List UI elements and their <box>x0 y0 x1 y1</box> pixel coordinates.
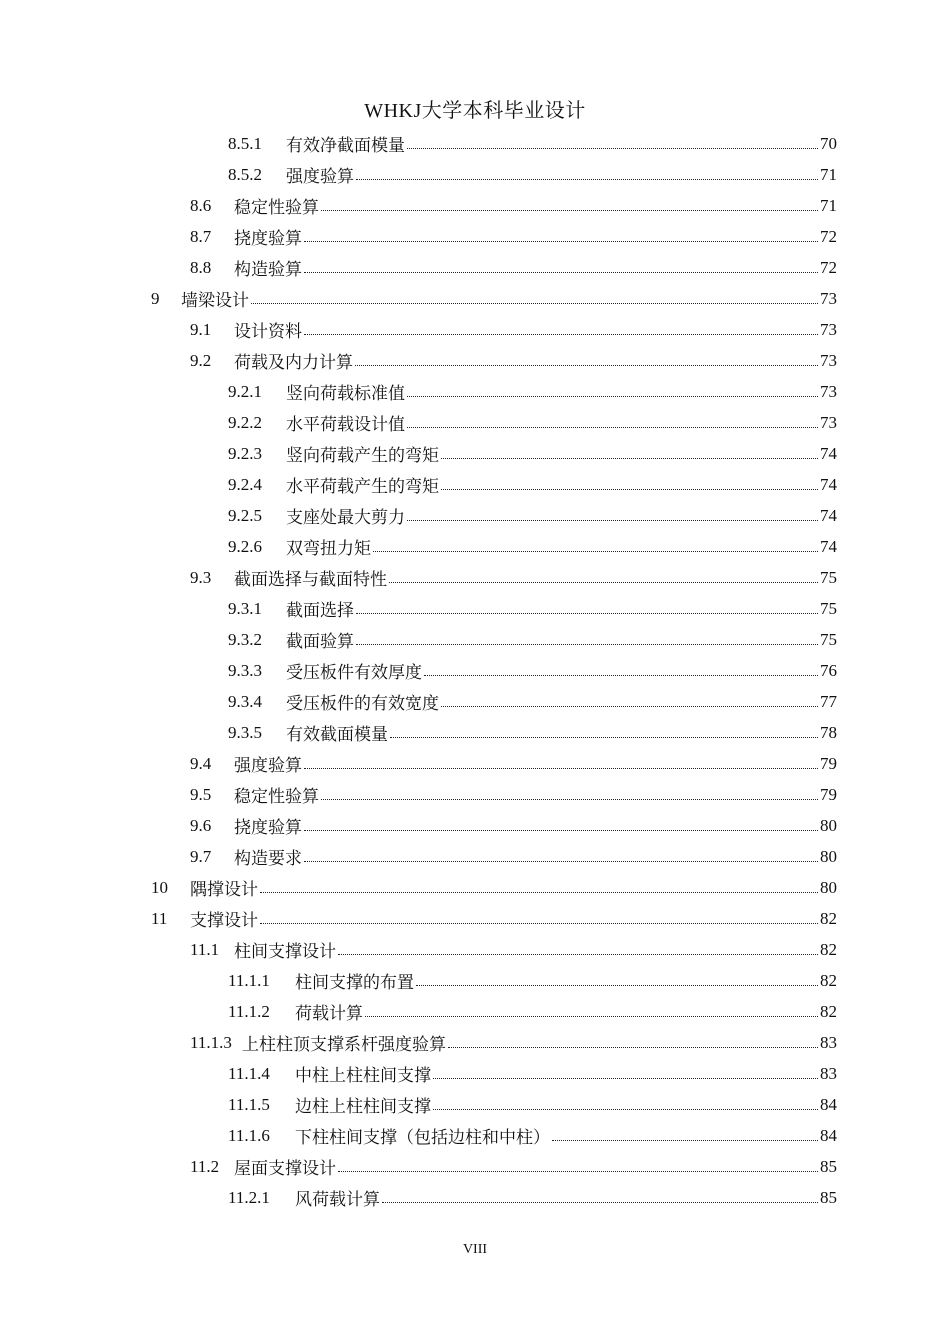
toc-entry-number: 9.2.4 <box>228 474 262 494</box>
toc-entry-title: 稳定性验算 <box>234 198 319 217</box>
toc-entry-title: 有效净截面模量 <box>286 136 405 155</box>
toc-entry-number: 8.5.1 <box>228 133 262 153</box>
toc-entry-title: 上柱柱顶支撑系杆强度验算 <box>242 1035 446 1054</box>
toc-entry-number: 11.1.2 <box>228 1001 270 1021</box>
toc-entry-title: 构造要求 <box>234 849 302 868</box>
toc-entry-title: 柱间支撑设计 <box>234 942 336 961</box>
toc-entry-title: 设计资料 <box>234 322 302 341</box>
toc-entry[interactable] <box>228 531 837 562</box>
toc-entry-page: 83 <box>820 1063 837 1083</box>
toc-entry-page: 80 <box>820 846 837 866</box>
toc-entry-page: 71 <box>820 195 837 215</box>
toc-leader-dots <box>260 923 818 924</box>
toc-entry-title: 双弯扭力矩 <box>286 539 371 558</box>
toc-entry[interactable] <box>190 252 837 283</box>
toc-leader-dots <box>356 613 818 614</box>
toc-entry[interactable] <box>228 159 837 190</box>
toc-entry-title: 强度验算 <box>286 167 354 186</box>
toc-entry[interactable] <box>228 996 837 1027</box>
toc-entry-title: 水平荷载产生的弯矩 <box>286 477 439 496</box>
toc-entry-title: 受压板件的有效宽度 <box>286 694 439 713</box>
toc-entry-page: 75 <box>820 598 837 618</box>
toc-entry-page: 70 <box>820 133 837 153</box>
toc-entry-number: 11.1.4 <box>228 1063 270 1083</box>
toc-entry-title: 构造验算 <box>234 260 302 279</box>
toc-entry-title: 竖向荷载标准值 <box>286 384 405 403</box>
toc-entry-number: 9.2.1 <box>228 381 262 401</box>
toc-entry[interactable] <box>228 624 837 655</box>
toc-entry-number: 10 <box>151 877 168 897</box>
toc-entry-title: 挠度验算 <box>234 818 302 837</box>
toc-entry-number: 11.1.6 <box>228 1125 270 1145</box>
toc-entry[interactable] <box>228 686 837 717</box>
toc-entry-number: 9.3.4 <box>228 691 262 711</box>
toc-entry-number: 11 <box>151 908 168 928</box>
toc-entry-title: 截面选择 <box>286 601 354 620</box>
toc-entry[interactable] <box>228 128 837 159</box>
toc-leader-dots <box>390 737 818 738</box>
toc-entry-number: 11.1 <box>190 939 220 959</box>
toc-leader-dots <box>304 830 818 831</box>
toc-entry-page: 79 <box>820 753 837 773</box>
toc-entry[interactable] <box>190 748 837 779</box>
toc-entry[interactable] <box>190 221 837 252</box>
toc-entry-title: 下柱柱间支撑（包括边柱和中柱） <box>295 1128 550 1147</box>
toc-entry-page: 74 <box>820 474 837 494</box>
toc-entry[interactable] <box>228 1120 837 1151</box>
toc-entry-number: 11.1.3 <box>190 1032 232 1052</box>
toc-entry-page: 74 <box>820 536 837 556</box>
toc-entry-number: 8.8 <box>190 257 212 277</box>
toc-entry-number: 11.2 <box>190 1156 220 1176</box>
toc-entry-page: 78 <box>820 722 837 742</box>
toc-entry-title: 支撑设计 <box>190 911 258 930</box>
toc-entry[interactable] <box>190 345 837 376</box>
toc-entry-page: 77 <box>820 691 837 711</box>
toc-entry-title: 荷载计算 <box>295 1004 363 1023</box>
toc-entry-page: 80 <box>820 815 837 835</box>
toc-entry-page: 73 <box>820 288 837 308</box>
toc-leader-dots <box>382 1202 818 1203</box>
toc-leader-dots <box>356 179 818 180</box>
toc-entry-number: 9.7 <box>190 846 212 866</box>
toc-entry[interactable] <box>228 717 837 748</box>
toc-entry-number: 9.2.5 <box>228 505 262 525</box>
toc-entry[interactable] <box>228 1089 837 1120</box>
toc-entry-page: 74 <box>820 505 837 525</box>
toc-leader-dots <box>441 706 818 707</box>
toc-entry-page: 82 <box>820 939 837 959</box>
toc-leader-dots <box>260 892 818 893</box>
toc-entry-title: 稳定性验算 <box>234 787 319 806</box>
page-number: VIII <box>462 1242 488 1257</box>
toc-entry-number: 9.3.5 <box>228 722 262 742</box>
toc-entry[interactable] <box>190 1151 837 1182</box>
toc-entry[interactable] <box>190 779 837 810</box>
toc-leader-dots <box>552 1140 818 1141</box>
toc-leader-dots <box>304 241 818 242</box>
toc-entry[interactable] <box>190 562 837 593</box>
toc-entry-page: 75 <box>820 629 837 649</box>
toc-entry[interactable] <box>228 469 837 500</box>
toc-entry[interactable] <box>151 283 837 314</box>
toc-entry[interactable] <box>228 965 837 996</box>
toc-entry-title: 柱间支撑的布置 <box>295 973 414 992</box>
toc-entry-title: 中柱上柱柱间支撑 <box>295 1066 431 1085</box>
toc-entry-title: 强度验算 <box>234 756 302 775</box>
toc-leader-dots <box>448 1047 818 1048</box>
toc-leader-dots <box>407 396 818 397</box>
toc-entry-title: 水平荷载设计值 <box>286 415 405 434</box>
toc-entry-number: 8.6 <box>190 195 212 215</box>
toc-entry-page: 72 <box>820 257 837 277</box>
toc-entry-title: 截面验算 <box>286 632 354 651</box>
toc-entry-page: 82 <box>820 1001 837 1021</box>
toc-entry-number: 9.3 <box>190 567 212 587</box>
toc-leader-dots <box>304 861 818 862</box>
toc-entry-number: 11.1.1 <box>228 970 270 990</box>
toc-entry-page: 71 <box>820 164 837 184</box>
toc-entry[interactable] <box>190 841 837 872</box>
toc-entry-number: 11.2.1 <box>228 1187 270 1207</box>
toc-entry-number: 9.6 <box>190 815 212 835</box>
toc-entry-page: 76 <box>820 660 837 680</box>
toc-entry-title: 有效截面模量 <box>286 725 388 744</box>
toc-leader-dots <box>251 303 818 304</box>
toc-entry-number: 11.1.5 <box>228 1094 270 1114</box>
toc-entry-number: 9.3.2 <box>228 629 262 649</box>
toc-entry-number: 9.2 <box>190 350 212 370</box>
toc-entry-page: 85 <box>820 1156 837 1176</box>
toc-entry-title: 支座处最大剪力 <box>286 508 405 527</box>
toc-entry[interactable] <box>151 872 837 903</box>
toc-entry-number: 9.2.6 <box>228 536 262 556</box>
toc-entry-title: 挠度验算 <box>234 229 302 248</box>
toc-entry-title: 隅撑设计 <box>190 880 258 899</box>
toc-entry[interactable] <box>190 934 837 965</box>
toc-entry[interactable] <box>190 1027 837 1058</box>
toc-entry-number: 9.3.1 <box>228 598 262 618</box>
toc-entry-title: 截面选择与截面特性 <box>234 570 387 589</box>
toc-entry-page: 80 <box>820 877 837 897</box>
toc-entry-title: 竖向荷载产生的弯矩 <box>286 446 439 465</box>
toc-entry-page: 73 <box>820 350 837 370</box>
toc-entry-number: 9 <box>151 288 160 308</box>
toc-entry-page: 73 <box>820 319 837 339</box>
toc-leader-dots <box>355 365 818 366</box>
toc-leader-dots <box>356 644 818 645</box>
toc-entry-page: 84 <box>820 1094 837 1114</box>
toc-leader-dots <box>338 954 818 955</box>
toc-entry-number: 9.5 <box>190 784 212 804</box>
toc-entry-number: 9.2.3 <box>228 443 262 463</box>
toc-leader-dots <box>304 272 818 273</box>
toc-entry-title: 荷载及内力计算 <box>234 353 353 372</box>
toc-entry-number: 9.3.3 <box>228 660 262 680</box>
toc-entry[interactable] <box>228 438 837 469</box>
toc-entry-number: 9.2.2 <box>228 412 262 432</box>
toc-leader-dots <box>407 148 818 149</box>
toc-entry-title: 边柱上柱柱间支撑 <box>295 1097 431 1116</box>
toc-leader-dots <box>321 210 818 211</box>
toc-entry[interactable] <box>190 190 837 221</box>
toc-entry[interactable] <box>190 810 837 841</box>
toc-entry-page: 74 <box>820 443 837 463</box>
toc-entry-title: 屋面支撑设计 <box>234 1159 336 1178</box>
toc-entry[interactable] <box>228 1182 837 1213</box>
toc-entry[interactable] <box>228 1058 837 1089</box>
toc-leader-dots <box>304 768 818 769</box>
toc-leader-dots <box>389 582 818 583</box>
toc-entry-page: 85 <box>820 1187 837 1207</box>
page-header: WHKJ大学本科毕业设计 <box>364 100 586 122</box>
toc-leader-dots <box>407 520 818 521</box>
toc-entry-page: 82 <box>820 970 837 990</box>
toc-leader-dots <box>416 985 818 986</box>
toc-leader-dots <box>373 551 818 552</box>
toc-entry[interactable] <box>228 655 837 686</box>
toc-entry-page: 73 <box>820 381 837 401</box>
toc-leader-dots <box>304 334 818 335</box>
toc-entry-number: 8.7 <box>190 226 212 246</box>
toc-entry[interactable] <box>228 376 837 407</box>
toc-entry-page: 84 <box>820 1125 837 1145</box>
toc-leader-dots <box>433 1109 818 1110</box>
toc-leader-dots <box>365 1016 818 1017</box>
toc-entry-page: 82 <box>820 908 837 928</box>
toc-entry-page: 75 <box>820 567 837 587</box>
toc-entry-page: 73 <box>820 412 837 432</box>
toc-entry[interactable] <box>190 314 837 345</box>
toc-entry-page: 79 <box>820 784 837 804</box>
toc-entry-title: 风荷载计算 <box>295 1190 380 1209</box>
toc-leader-dots <box>407 427 818 428</box>
toc-entry[interactable] <box>228 593 837 624</box>
toc-leader-dots <box>424 675 818 676</box>
toc-leader-dots <box>441 458 818 459</box>
toc-entry-page: 83 <box>820 1032 837 1052</box>
toc-leader-dots <box>433 1078 818 1079</box>
toc-entry-number: 9.4 <box>190 753 212 773</box>
toc-leader-dots <box>338 1171 818 1172</box>
toc-entry[interactable] <box>228 500 837 531</box>
toc-leader-dots <box>321 799 818 800</box>
toc-entry[interactable] <box>228 407 837 438</box>
toc-entry-number: 9.1 <box>190 319 212 339</box>
toc-entry[interactable] <box>151 903 837 934</box>
toc-leader-dots <box>441 489 818 490</box>
toc-entry-page: 72 <box>820 226 837 246</box>
toc-entry-title: 墙梁设计 <box>181 291 249 310</box>
toc-entry-number: 8.5.2 <box>228 164 262 184</box>
toc-entry-title: 受压板件有效厚度 <box>286 663 422 682</box>
